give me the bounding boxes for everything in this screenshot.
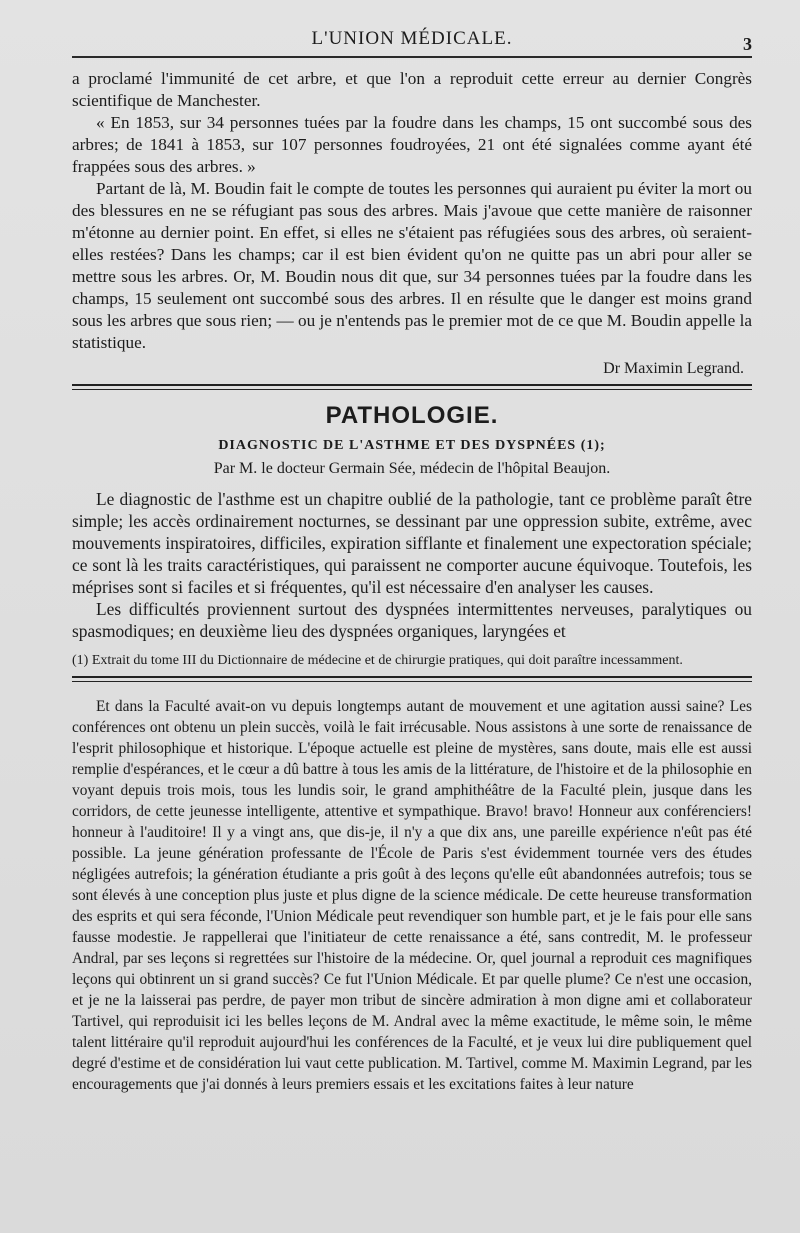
footnote: (1) Extrait du tome III du Dictionnaire de médecine et de chirurgie pratiques, qui doit paraître incessamment. <box>72 653 683 668</box>
article-paragraph-3: Partant de là, M. Boudin fait le compte de toutes les personnes qui auraient pu éviter la mort ou des blessures en ne se réfugiant pas sous des arbres. Mais j'avoue que cette manière de raisonner m'étonne au dernier point. En effet, si elles ne s'étaient pas réfugiées sous des arbres, où seraient-elles restées? Dans les champs; car il est bien évident qu'on ne quitte pas un abri pour aller se mettre sous les arbres. Or, M. Boudin nous dit que, sur 34 personnes tuées par la foudre dans les champs, 15 seulement ont succombé sous des arbres. Il en résulte que le danger est moins grand sous les arbres que sous rien; — ou je n'entends pas le premier mot de ce que M. Boudin appelle la statistique. <box>72 179 752 352</box>
pathology-section <box>72 402 752 670</box>
article-paragraph-1: a proclamé l'immunité de cet arbre, et que l'on a reproduit cette erreur au dernier Congrès scientifique de Manchester. <box>72 69 752 110</box>
top-article <box>72 68 752 378</box>
journal-title: L'UNION MÉDICALE. <box>311 28 513 49</box>
section-subtitle: DIAGNOSTIC DE L'ASTHME ET DES DYSPNÉES (1); <box>218 438 606 453</box>
page-number: 3 <box>743 34 752 54</box>
header-rule <box>72 56 752 58</box>
section-paragraph-1: Le diagnostic de l'asthme est un chapitre oublié de la pathologie, tant ce problème paraît être simple; les accès ordinairement nocturnes, se dessinant par une oppression subite, extrême, avec mouvements inspiratoires, difficiles, expiration sifflante et finalement une expectoration spéciale; ce sont là les traits caractéristiques, qui paraissent ne comporter aucune équivoque. Toutefois, les méprises sont si faciles et si fréquentes, qu'il est nécessaire d'en analyser les causes. <box>72 489 752 597</box>
article-paragraph-2: « En 1853, sur 34 personnes tuées par la foudre dans les champs, 15 ont succombé sous des arbres; de 1841 à 1853, sur 107 personnes foudroyées, 21 ont été signalées comme ayant été frappées sous des arbres. » <box>72 113 752 176</box>
feuilleton <box>72 696 752 1095</box>
section-author: Par M. le docteur Germain Sée, médecin de l'hôpital Beaujon. <box>213 460 611 477</box>
feuilleton-divider <box>72 676 752 682</box>
feuilleton-paragraph: Et dans la Faculté avait-on vu depuis longtemps autant de mouvement et une agitation aussi saine? Les conférences ont obtenu un plein succès, voilà le fait irrécusable. Nous assistons à une sorte de renaissance de l'esprit philosophique et historique. L'époque actuelle est pleine de mystères, sans doute, mais elle est aussi remplie d'espérances, et le cœur a dû battre à tous les amis de la littérature, de l'histoire et de la philosophie en voyant depuis trois mois, tous les lundis soir, le grand amphithéâtre de la Faculté plein, jusque dans les corridors, de cette jeunesse intelligente, attentive et sympathique. Bravo! bravo! Honneur aux conférenciers! honneur à l'auditoire! Il y a vingt ans, que dis-je, il n'y a que dix ans, une pareille expérience n'eût pas été possible. La jeune génération professante de l'École de Paris s'est évidemment tournée vers des études négligées autrefois; la génération étudiante a pris goût à des leçons qu'elle eût abandonnées autrefois; tous se sont élevés à une conception plus juste et plus digne de la science médicale. De cette heureuse transformation des esprits et qui sera féconde, l'Union Médicale peut revendiquer son humble part, et je le fais pour elle sans fausse modestie. Je rappellerai que l'initiateur de cette renaissance a été, sans contredit, M. le professeur Andral, par ses leçons si regrettées sur l'histoire de la médecine. Or, quel journal a reproduit ces magnifiques leçons qui obtinrent un si grand succès? Ce fut l'Union Médicale. Et par quelle plume? Ce n'est une occasion, et je ne la laisserai pas perdre, de payer mon tribut de sincère admiration à mon digne ami et collaborateur Tartivel, qui reproduisit ici les belles leçons de M. Andral avec la même exactitude, le même soin, le même talent littéraire qu'il reproduit aujourd'hui les conférences de la Faculté, et je veux lui dire publiquement quel degré d'estime et de considération lui vaut cette publication. M. Tartivel, comme M. Maximin Legrand, par les encouragements que j'ai donnés à leurs premiers essais et les excitations faites à leur nature <box>72 698 752 1093</box>
author-signature: Dr Maximin Legrand. <box>603 360 744 377</box>
page-header <box>72 22 752 56</box>
section-paragraph-2: Les difficultés proviennent surtout des dyspnées intermittentes nerveuses, paralytiques ou spasmodiques; en deuxième lieu des dyspnées organiques, laryngées et <box>72 599 752 641</box>
section-divider <box>72 384 752 390</box>
section-title: PATHOLOGIE. <box>325 402 499 429</box>
